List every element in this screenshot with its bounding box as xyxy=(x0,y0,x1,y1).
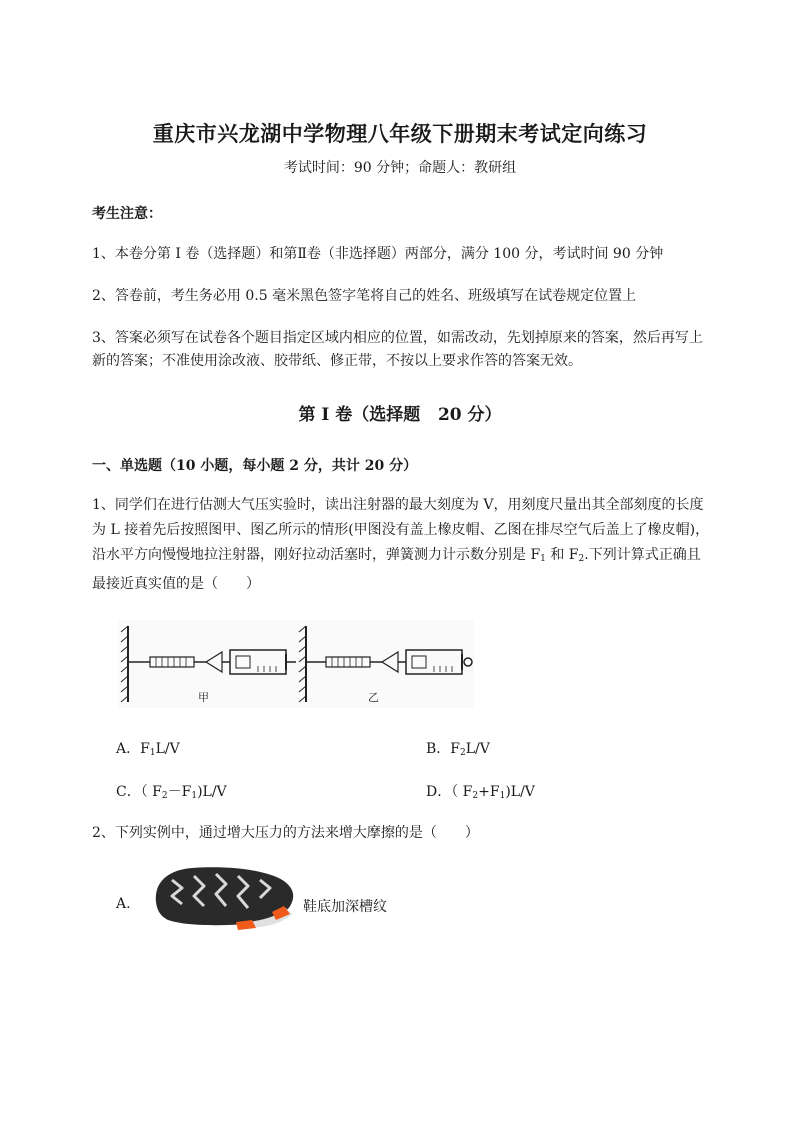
q1-option-b-sub: 2 xyxy=(460,748,466,758)
question-group-heading: 一、单选题（10 小题，每小题 2 分，共计 20 分） xyxy=(92,458,418,474)
q1-option-a-sub: 1 xyxy=(149,748,156,758)
q1-option-d[interactable] xyxy=(426,781,535,801)
section-title: 第 I 卷（选择题 20 分） xyxy=(298,405,502,425)
syringe-diagram-icon xyxy=(118,620,474,708)
notice-item-3: 3、答案必须写在试卷各个题目指定区域内相应的位置，如需改动，先划掉原来的答案，然后再写上新的答案；不准使用涂改液、胶带纸、修正带，不按以上要求作答的答案无效。 xyxy=(92,330,703,369)
q1-option-c-suffix: )L/V xyxy=(197,784,227,800)
q1-sub-1: 1 xyxy=(540,554,546,564)
q1-text-part2: 和 F xyxy=(545,547,579,563)
notice-item-2: 2、答卷前，考生务必用 0.5 毫米黑色签字笔将自己的姓名、班级填写在试卷规定位置上 xyxy=(92,288,637,304)
q1-option-b[interactable] xyxy=(426,738,490,758)
q1-option-a-suffix: L/V xyxy=(155,741,180,757)
q1-text-part3: .下列计算式正确且最接近真实值的是（ ） xyxy=(92,547,701,592)
q1-option-d-suffix: )L/V xyxy=(505,784,535,800)
question-2-text: 2、下列实例中，通过增大压力的方法来增大摩擦的是（ ） xyxy=(92,825,479,841)
q1-option-c-mid: －F xyxy=(167,784,192,800)
q1-option-c-prefix: C．（ F xyxy=(116,784,162,800)
shoe-sole-image xyxy=(152,862,298,932)
q1-option-c-sub-1: 2 xyxy=(161,791,168,801)
shoe-sole-icon xyxy=(152,862,298,932)
syringe-experiment-figure xyxy=(118,620,474,708)
q1-option-a[interactable] xyxy=(116,738,180,758)
question-1-text xyxy=(92,493,712,597)
q1-option-b-prefix: B．F xyxy=(426,741,461,757)
q2-option-a-text: 鞋底加深槽纹 xyxy=(303,899,387,915)
q1-option-c-sub-2: 1 xyxy=(191,791,198,801)
q1-option-b-suffix: L/V xyxy=(465,741,490,757)
q1-option-d-sub-1: 2 xyxy=(472,791,479,801)
q1-text-part1: 1、同学们在进行估测大气压实验时，读出注射器的最大刻度为 V，用刻度尺量出其全部刻度的长度为 L 接着先后按照图甲、图乙所示的情形(甲图没有盖上橡皮帽、乙图在排尽空气后盖上了橡皮帽)，沿水平方向慢慢地拉注射器，刚好拉动活塞时，弹簧测力计示数分别是 F xyxy=(92,497,710,563)
q1-option-d-mid: +F xyxy=(478,784,500,800)
q1-option-d-prefix: D．（ F xyxy=(426,784,473,800)
figure-label-jia: 甲 xyxy=(198,691,209,704)
q1-option-c[interactable] xyxy=(116,781,227,801)
notice-heading: 考生注意： xyxy=(92,206,162,222)
q1-option-d-sub-2: 1 xyxy=(499,791,506,801)
q1-option-a-prefix: A．F xyxy=(116,741,150,757)
notice-item-1: 1、本卷分第 I 卷（选择题）和第Ⅱ卷（非选择题）两部分，满分 100 分，考试时间 90 分钟 xyxy=(92,246,664,262)
page-title: 重庆市兴龙湖中学物理八年级下册期末考试定向练习 xyxy=(152,121,648,146)
q1-sub-2: 2 xyxy=(578,554,585,564)
q2-option-a-letter[interactable]: A. xyxy=(116,896,131,912)
figure-label-yi: 乙 xyxy=(368,691,379,704)
exam-subtitle: 考试时间：90 分钟；命题人：教研组 xyxy=(283,160,517,176)
